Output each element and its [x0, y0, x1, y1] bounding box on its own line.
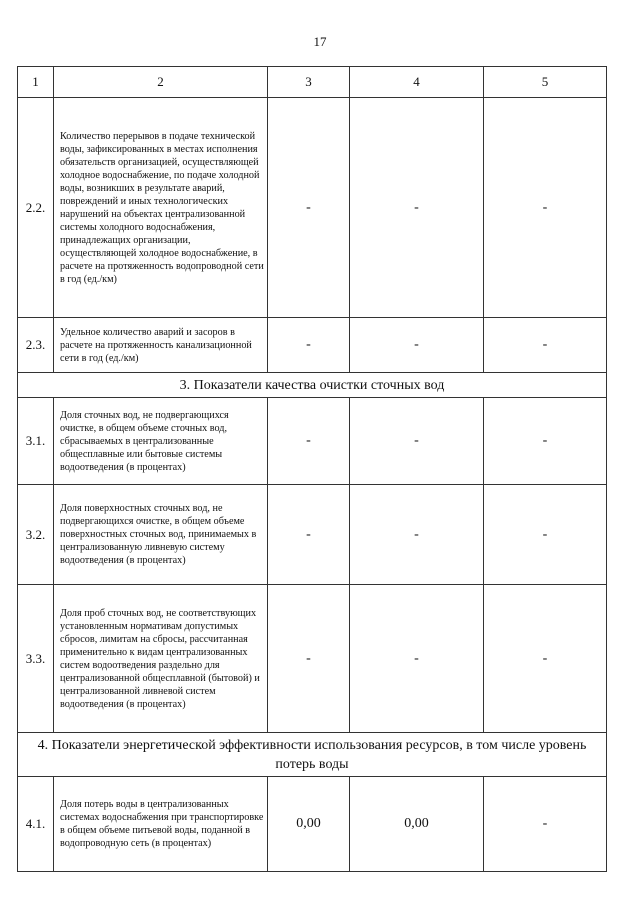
header-col-5: 5 [484, 67, 607, 98]
header-col-4: 4 [350, 67, 484, 98]
section-row [18, 733, 607, 777]
header-col-1: 1 [18, 67, 54, 98]
table-header-row [18, 67, 607, 98]
value-col-5: - [484, 585, 607, 733]
value-col-5: - [484, 485, 607, 585]
section-row [18, 373, 607, 398]
row-number: 3.2. [18, 485, 54, 585]
table-row [18, 318, 607, 373]
row-description: Доля сточных вод, не подвергающихся очистке, в общем объеме сточных вод, сбрасываемых в централизованные общесплавные или бытовые системы водоотведения (в процентах) [54, 398, 268, 485]
table-row [18, 485, 607, 585]
row-number: 3.1. [18, 398, 54, 485]
value-col-3: - [268, 398, 350, 485]
value-col-3: - [268, 98, 350, 318]
value-col-3: - [268, 318, 350, 373]
value-col-4: - [350, 585, 484, 733]
table-row [18, 585, 607, 733]
value-col-5: - [484, 777, 607, 872]
row-number: 2.3. [18, 318, 54, 373]
table-row [18, 777, 607, 872]
row-description: Доля проб сточных вод, не соответствующих установленным нормативам допустимых сбросов, лимитам на сбросы, рассчитанная применительно к видам централизованных систем водоотведения раздельно для централизованной общесплавной (бытовой) и централизованной ливневой систем водоотведения (в процентах) [54, 585, 268, 733]
row-description: Доля поверхностных сточных вод, не подвергающихся очистке, в общем объеме поверхностных сточных вод, принимаемых в централизованную ливневую систему водоотведения (в процентах) [54, 485, 268, 585]
value-col-4: - [350, 485, 484, 585]
value-col-4: 0,00 [350, 777, 484, 872]
value-col-4: - [350, 398, 484, 485]
table-row [18, 98, 607, 318]
value-col-3: - [268, 485, 350, 585]
section-heading-4: 4. Показатели энергетической эффективности использования ресурсов, в том числе уровень потерь воды [18, 733, 607, 777]
value-col-5: - [484, 398, 607, 485]
row-description: Доля потерь воды в централизованных системах водоснабжения при транспортировке в общем объеме питьевой воды, поданной в водопроводную сеть (в процентах) [54, 777, 268, 872]
header-col-2: 2 [54, 67, 268, 98]
row-number: 3.3. [18, 585, 54, 733]
page-number: 17 [313, 34, 327, 49]
value-col-3: - [268, 585, 350, 733]
row-number: 2.2. [18, 98, 54, 318]
value-col-3: 0,00 [268, 777, 350, 872]
section-heading-3: 3. Показатели качества очистки сточных вод [18, 373, 607, 398]
indicators-table [17, 66, 607, 872]
value-col-5: - [484, 98, 607, 318]
header-col-3: 3 [268, 67, 350, 98]
value-col-4: - [350, 98, 484, 318]
value-col-5: - [484, 318, 607, 373]
table-row [18, 398, 607, 485]
row-number: 4.1. [18, 777, 54, 872]
value-col-4: - [350, 318, 484, 373]
row-description: Удельное количество аварий и засоров в расчете на протяженность канализационной сети в год (ед./км) [54, 318, 268, 373]
row-description: Количество перерывов в подаче технической воды, зафиксированных в местах исполнения обязательств организацией, осуществляющей холодное водоснабжение, по подаче холодной воды, возникших в результате аварий, повреждений и иных технологических нарушений на объектах централизованной системы холодного водоснабжения, принадлежащих организации, осуществляющей холодное водоснабжение, в расчете на протяженность водопроводной сети в год (ед./км) [54, 98, 268, 318]
